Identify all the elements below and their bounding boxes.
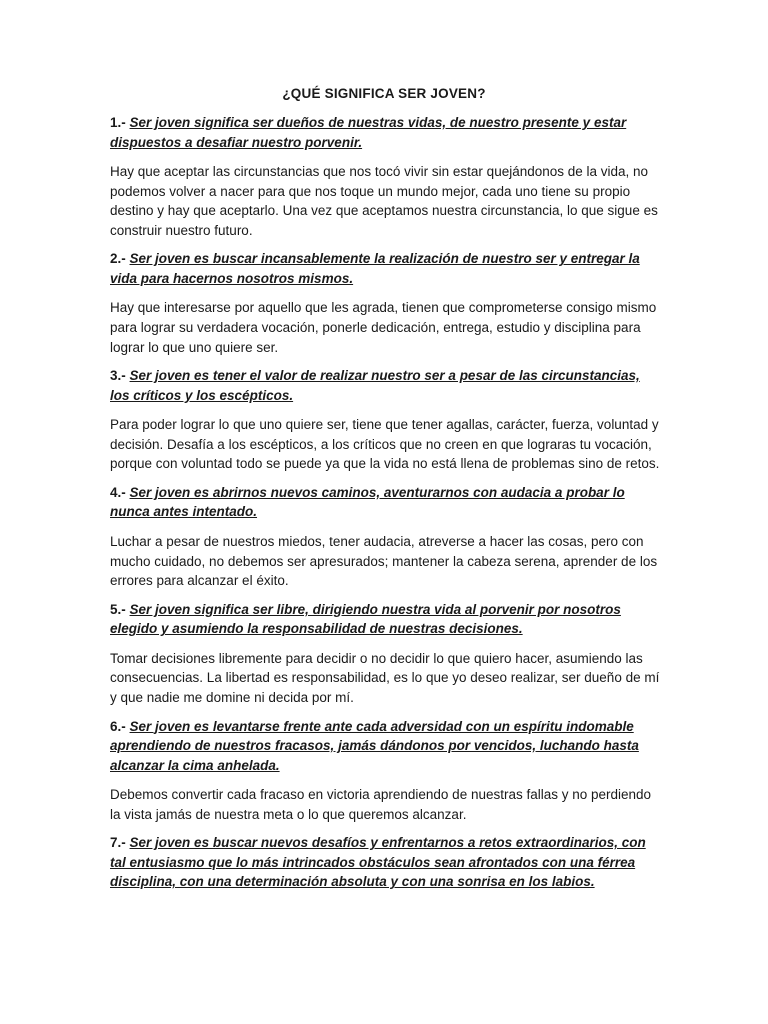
section-number: 1.- [110,115,126,130]
section-heading [110,600,662,639]
section-number: 7.- [110,835,126,851]
section-7 [110,833,662,892]
section-statement: Ser joven es buscar incansablemente la realización de nuestro ser y entregar la vida para hacernos nosotros mismos. [110,251,640,286]
section-heading [110,366,662,405]
section-statement: Ser joven es levantarse frente ante cada adversidad con un espíritu indomable aprendiendo de nuestros fracasos, jamás dándonos por vencidos, luchando hasta alcanzar la cima anhelada. [110,718,639,773]
section-statement: Ser joven es abrirnos nuevos caminos, aventurarnos con audacia a probar lo nunca antes intentado. [110,484,625,520]
section-paragraph: Hay que interesarse por aquello que les agrada, tienen que comprometerse consigo mismo para lograr su verdadera vocación, ponerle dedicación, entrega, estudio y disciplina para lograr lo que uno quiere ser. [110,300,657,355]
section-statement: Ser joven es tener el valor de realizar nuestro ser a pesar de las circunstancias, los críticos y los escépticos. [110,368,640,403]
section-3 [110,366,662,474]
section-heading [110,249,662,288]
section-paragraph: Para poder lograr lo que uno quiere ser, tiene que tener agallas, carácter, fuerza, voluntad y decisión. Desafía a los escépticos, a los críticos que no creen en que lograras tu vocación, porque con voluntad todo se puede ya que la vida no está llena de problemas sino de retos. [110,417,660,472]
section-number: 4.- [110,484,126,500]
section-paragraph: Hay que aceptar las circunstancias que nos tocó vivir sin estar quejándonos de la vida, no podemos volver a nacer para que nos toque un mundo mejor, cada uno tiene su propio destino y hay que aceptarlo. Una vez que aceptamos nuestra circunstancia, lo que sigue es construir nuestro futuro. [110,164,658,238]
section-heading [110,113,662,152]
document-title: ¿QUÉ SIGNIFICA SER JOVEN? [282,86,486,101]
section-number: 2.- [110,251,126,267]
section-number: 6.- [110,718,126,734]
section-paragraph: Luchar a pesar de nuestros miedos, tener audacia, atreverse a hacer las cosas, pero con mucho cuidado, no debemos ser apresurados; mantener la cabeza serena, aprender de los errores para alcanzar el éxito. [110,533,658,589]
document-body [110,113,662,902]
section-heading [110,833,662,892]
section-heading [110,717,662,776]
section-paragraph: Tomar decisiones libremente para decidir o no decidir lo que quiero hacer, asumiendo las consecuencias. La libertad es responsabilidad, es lo que yo deseo realizar, ser dueño de mí y que nadie me domine ni decida por mí. [110,650,660,705]
section-number: 3.- [110,368,126,384]
section-statement: Ser joven es buscar nuevos desafíos y enfrentarnos a retos extraordinarios, con tal entusiasmo que lo más intrincados obstáculos sean afrontados con una férrea disciplina, con una determinación absoluta y con una sonrisa en los labios. [110,835,646,890]
section-paragraph: Debemos convertir cada fracaso en victoria aprendiendo de nuestras fallas y no perdiendo la vista jamás de nuestra meta o lo que queremos alcanzar. [110,787,652,822]
section-statement: Ser joven significa ser dueños de nuestras vidas, de nuestro presente y estar dispuestos a desafiar nuestro porvenir. [110,115,627,150]
section-number: 5.- [110,601,126,617]
section-6 [110,717,662,825]
section-5 [110,600,662,708]
section-1 [110,113,662,240]
section-heading [110,483,662,522]
section-statement: Ser joven significa ser libre, dirigiendo nuestra vida al porvenir por nosotros elegido y asumiendo la responsabilidad de nuestras decisiones. [110,601,621,637]
section-2 [110,249,662,357]
section-4 [110,483,662,591]
